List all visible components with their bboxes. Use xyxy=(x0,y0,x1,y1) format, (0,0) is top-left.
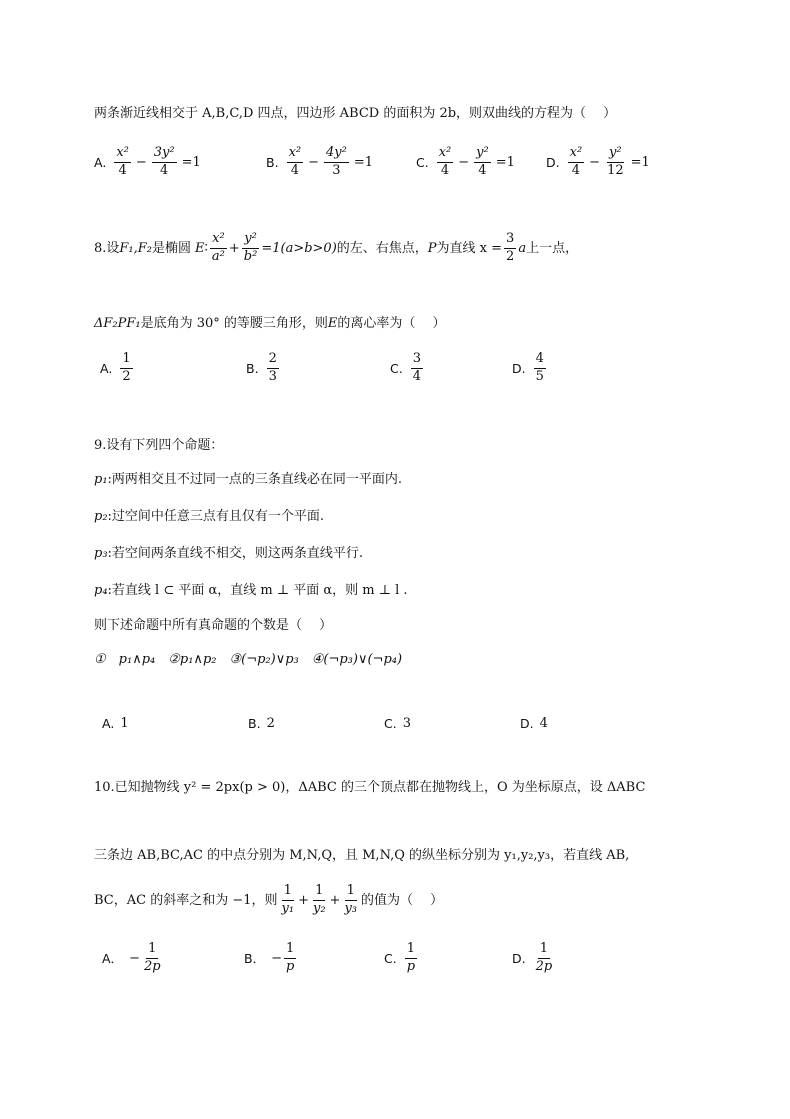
q9-option-d[interactable]: D. 4 xyxy=(520,716,548,731)
q8-option-d[interactable]: D. $\frac{4}{5}$ xyxy=(512,351,544,384)
q9-ask: 则下述命题中所有真命题的个数是（ ） xyxy=(94,618,333,633)
q9-p1: p₁ :两两相交且不过同一点的三条直线必在同一平面内. xyxy=(94,472,403,487)
q10-option-c[interactable]: C. $\frac{1}{p}$ xyxy=(384,941,416,974)
q9-p4: p₄ :若直线 l ⊂ 平面 α，直线 m ⊥ 平面 α，则 m ⊥ l . xyxy=(94,583,408,598)
q9-option-a[interactable]: A. 1 xyxy=(102,716,129,731)
q10-option-a[interactable]: A． − $\frac{1}{2p}$ xyxy=(102,941,161,974)
q8-stem-line1: 8.设 F₁,F₂ 是椭圆 E ∶ $\frac{\text{x²}}{\text{a²}}$ + $\frac{\text{y²}}{\text{b²}}$ =1(a>b>0) 的左、右焦点， P 为直线 x = $\frac{3}{2}$ a 上一点， xyxy=(94,231,579,264)
q7-stem-text: 两条渐近线相交于 A,B,C,D 四点，四边形 ABCD 的面积为 2b，则双曲线的方程为（ ） xyxy=(94,106,617,121)
q9-p3: p₃ :若空间两条直线不相交，则这两条直线平行. xyxy=(94,546,364,561)
q10-option-b[interactable]: B． − $\frac{1}{p}$ xyxy=(244,941,295,974)
q8-option-a[interactable]: A. $\frac{1}{2}$ xyxy=(100,351,131,384)
q7-option-a[interactable]: A. $\frac{\text{x²}}{4}$ − $\frac{\text{3y²}}{4}$ =1 xyxy=(94,145,201,178)
q7-stem xyxy=(94,106,750,122)
q10-stem-line3: BC，AC 的斜率之和为 −1，则 $\frac{1}{\text{y₁}}$ + $\frac{1}{\text{y₂}}$ + $\frac{1}{\text{y₃}}$ 的值为（ ） xyxy=(94,883,444,916)
q7-option-b[interactable]: B. $\frac{\text{x²}}{4}$ − $\frac{\text{4y²}}{3}$ =1 xyxy=(266,145,374,178)
q8-stem-line2: ΔF₂PF₁ 是底角为 30° 的等腰三角形，则 E 的离心率为（ ） xyxy=(94,316,446,331)
q8-option-c[interactable]: C. $\frac{3}{4}$ xyxy=(390,351,421,384)
q9-stem: 9.设有下列四个命题： xyxy=(94,438,224,453)
q7-option-c[interactable]: C. $\frac{\text{x²}}{4}$ − $\frac{\text{y²}}{4}$ =1 xyxy=(416,145,515,178)
q10-stem-line1: 10.已知抛物线 y² = 2px(p > 0)，ΔABC 的三个顶点都在抛物线上，O 为坐标原点，设 ΔABC xyxy=(94,780,646,795)
q9-option-c[interactable]: C. 3 xyxy=(384,716,411,731)
q9-combos: ① p₁∧p₄ ②p₁∧p₂ ③(¬p₂)∨p₃ ④(¬p₃)∨(¬p₄) xyxy=(94,652,403,667)
q9-option-b[interactable]: B. 2 xyxy=(248,716,275,731)
q8-option-b[interactable]: B. $\frac{2}{3}$ xyxy=(246,351,277,384)
q10-option-d[interactable]: D. $\frac{1}{2p}$ xyxy=(512,941,553,974)
q7-option-d[interactable]: D. $\frac{\text{x²}}{4}$ − $\frac{\text{y²}}{12}$ =1 xyxy=(546,145,650,178)
q9-p2: p₂ :过空间中任意三点有且仅有一个平面. xyxy=(94,509,325,524)
q10-stem-line2: 三条边 AB,BC,AC 的中点分别为 M,N,Q，且 M,N,Q 的纵坐标分别为 y₁,y₂,y₃，若直线 AB, xyxy=(94,848,630,863)
